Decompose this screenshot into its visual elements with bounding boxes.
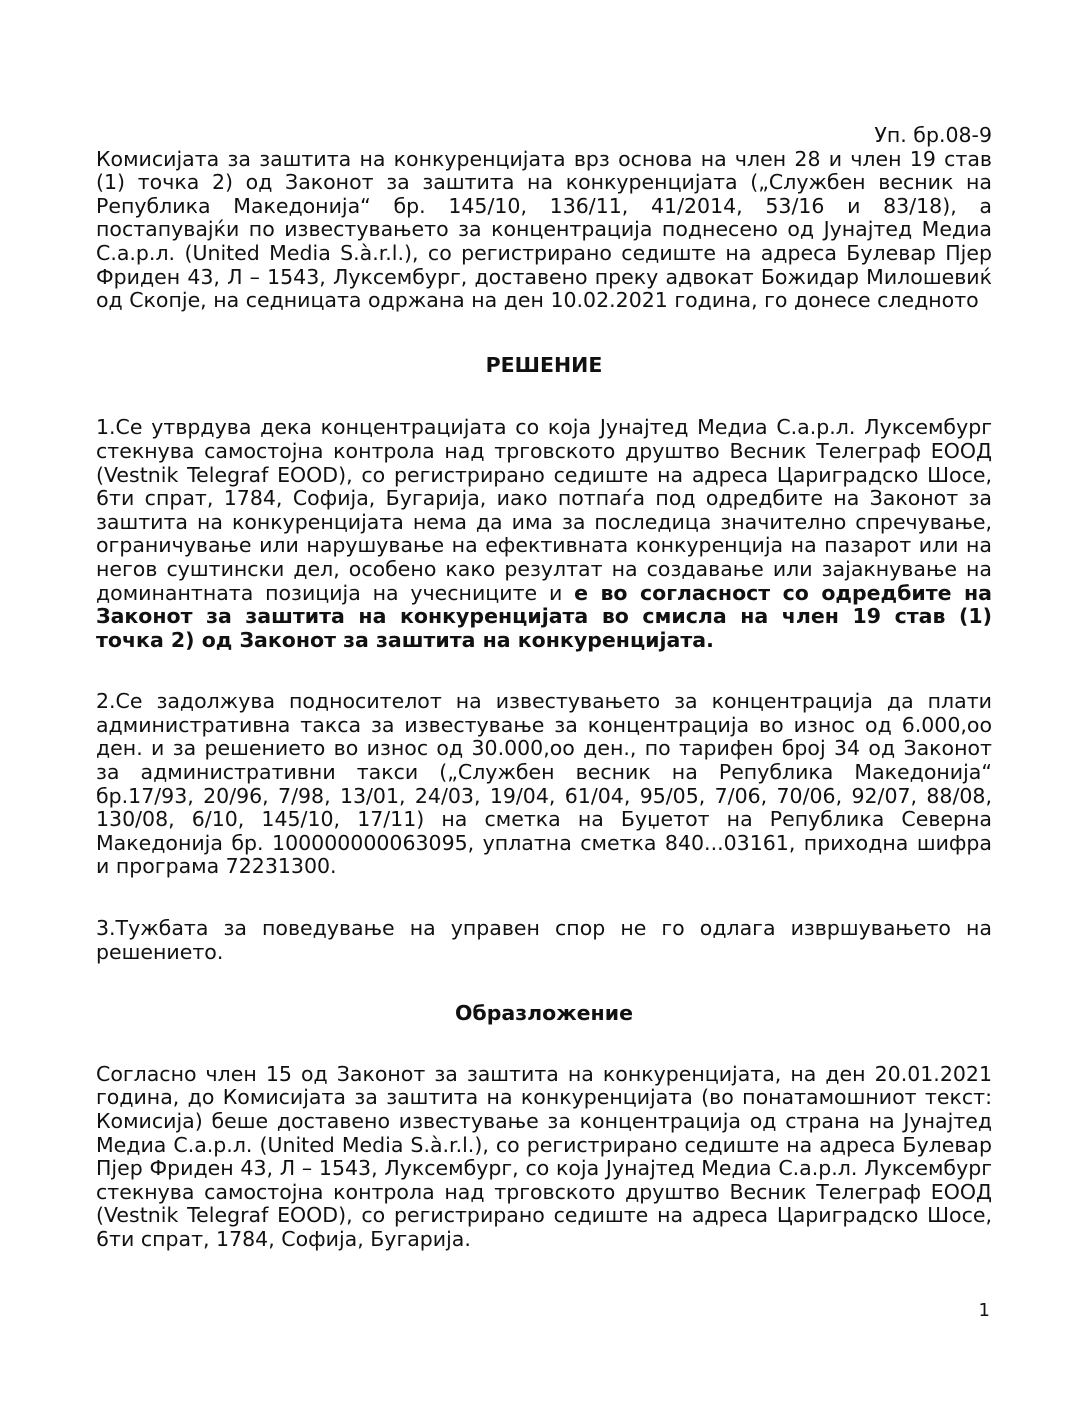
decision-heading: РЕШЕНИЕ — [485, 352, 603, 377]
page-number: 1 — [978, 1300, 990, 1321]
document-page — [96, 124, 992, 1252]
decision-item-1-text: 1.Се утврдува дека концентрацијата со која Јунајтед Медиа С.а.р.л. Луксембург стекнува самостојна контрола над трговското друштво Весник Телеграф ЕООД (Vestnik Telegraf EOOD), со регистрирано седиште на адреса Цариградско Шосе, 6ти спрат, 1784, Софија, Бугарија, иако потпаѓа под одредбите на Законот за заштита на конкуренцијата нема да има за последица значително спречување, ограничување или нарушување на ефективната конкуренција на пазарот или на негов суштински дел, особено како резултат на создавање или зајакнување на доминантната позиција на учесниците и — [96, 415, 992, 605]
intro-paragraph: Комисијата за заштита на конкуренцијата врз основа на член 28 и член 19 став (1) точка 2) од Законот за заштита на конкуренцијата („Службен весник на Република Македонија“ бр. 145/10, 136/11, 41/2014, 53/16 и 83/18), а постапувајќи по известувањето за концентрација поднесено од Јунајтед Медиа С.а.р.л. (United Media S.à.r.l.), со регистрирано седиште на адреса Булевар Пјер Фриден 43, Л – 1543, Луксембург, доставено преку адвокат Божидар Милошевиќ од Скопје, на седницата одржана на ден 10.02.2021 година, го донесе следното — [96, 146, 992, 313]
document-reference-number: Уп. бр.08-9 — [874, 123, 992, 147]
decision-item-2: 2.Се задолжува подносителот на известувањето за концентрација да плати административна такса за известување за концентрација во износ од 6.000,оо ден. и за решението во износ од 30.000,оо ден., по тарифен број 34 од Законот за административни такси („Службен весник на Република Македонија“ бр.17/93, 20/96, 7/98, 13/01, 24/03, 19/04, 61/04, 95/05, 7/06, 70/06, 92/07, 88/08, 130/08, 6/10, 145/10, 17/11) на сметка на Буџетот на Република Северна Македонија бр. 100000000063095, уплатна сметка 840...03161, приходна шифра и програма 72231300. — [96, 689, 992, 879]
decision-item-1 — [96, 416, 992, 652]
reasoning-paragraph: Согласно член 15 од Законот за заштита на конкуренцијата, на ден 20.01.2021 година, до Комисијата за заштита на конкуренцијата (во понатамошниот текст: Комисија) беше доставено известување за концентрација од страна на Јунајтед Медиа С.а.р.л. (United Media S.à.r.l.), со регистрирано седиште на адреса Булевар Пјер Фриден 43, Л – 1543, Луксембург, со која Јунајтед Медиа С.а.р.л. Луксембург стекнува самостојна контрола над трговското друштво Весник Телеграф ЕООД (Vestnik Telegraf EOOD), со регистрирано седиште на адреса Цариградско Шосе, 6ти спрат, 1784, Софија, Бугарија. — [96, 1061, 992, 1251]
decision-item-3: 3.Тужбата за поведување на управен спор не го одлага извршувањето на решението. — [96, 916, 992, 964]
reasoning-heading: Образложение — [455, 1001, 633, 1026]
decision-item-1-bold-text: е во согласност со одредбите на Законот за заштита на конкуренцијата во смисла на член 19 став (1) точка 2) од Законот за заштита на конкуренцијата. — [96, 580, 993, 652]
